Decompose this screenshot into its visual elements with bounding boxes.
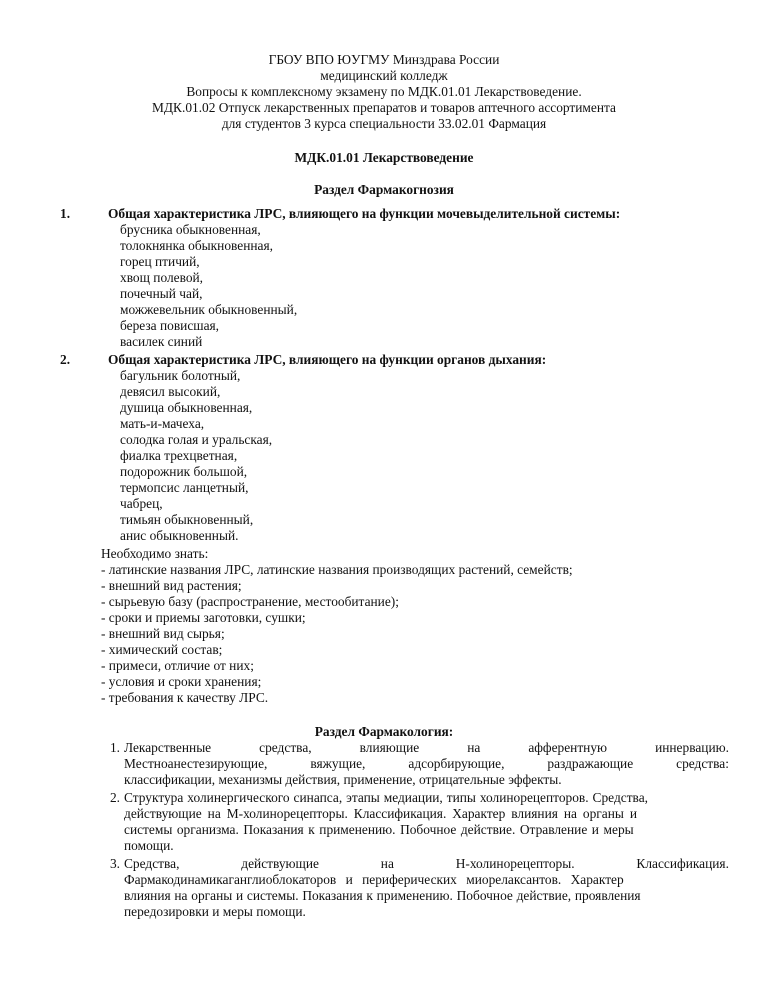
item-number: 2.: [109, 790, 120, 805]
item-number: 3.: [109, 856, 120, 871]
section-title-pharmacology: Раздел Фармакология:: [314, 724, 454, 739]
word: Н-холинорецепторы.: [455, 856, 575, 871]
list-item: анис обыкновенный.: [120, 528, 239, 543]
list-item: брусника обыкновенная,: [120, 222, 261, 237]
item-line: передозировки и меры помощи.: [124, 904, 306, 919]
list-item: солодка голая и уральская,: [120, 432, 273, 447]
module-title: МДК.01.01 Лекарствоведение: [294, 150, 474, 165]
question-number: 1.: [60, 206, 71, 221]
word: вяжущие,: [310, 756, 366, 771]
word: влияющие: [359, 740, 420, 755]
know-item: - сроки и приемы заготовки, сушки;: [101, 610, 306, 625]
list-item: почечный чай,: [120, 286, 203, 301]
item-line: [124, 856, 729, 872]
list-item: термопсис ланцетный,: [120, 480, 249, 495]
list-item: чабрец,: [120, 496, 163, 511]
know-item: - условия и сроки хранения;: [101, 674, 262, 689]
question-title: Общая характеристика ЛРС, влияющего на функции органов дыхания:: [108, 352, 547, 367]
header-line-2: медицинский колледж: [320, 68, 448, 83]
question-title: Общая характеристика ЛРС, влияющего на функции мочевыделительной системы:: [108, 206, 621, 221]
know-item: - внешний вид сырья;: [101, 626, 225, 641]
header-line-5: для студентов 3 курса специальности 33.02.01 Фармация: [221, 116, 547, 131]
list-item: тимьян обыкновенный,: [120, 512, 254, 527]
word: Классификация.: [636, 856, 729, 871]
item-line: Структура холинергического синапса, этапы медиации, типы холинорецепторов. Средства,: [124, 790, 648, 805]
know-item: - требования к качеству ЛРС.: [101, 690, 269, 705]
item-line: классификации, механизмы действия, применение, отрицательные эффекты.: [124, 772, 562, 787]
header-line-4: МДК.01.02 Отпуск лекарственных препаратов и товаров аптечного ассортимента: [152, 100, 616, 115]
list-item: мать-и-мачеха,: [120, 416, 205, 431]
know-item: - латинские названия ЛРС, латинские названия производящих растений, семейств;: [101, 562, 573, 577]
section-title-pharmacognosy: Раздел Фармакогнозия: [314, 182, 454, 197]
question-number: 2.: [60, 352, 71, 367]
list-item: девясил высокий,: [120, 384, 221, 399]
item-line: [124, 756, 729, 772]
item-line: влияния на органы и системы. Показания к применению. Побочное действие, проявления: [124, 888, 641, 903]
list-item: василек синий: [120, 334, 203, 349]
list-item: можжевельник обыкновенный,: [120, 302, 298, 317]
know-item: - химический состав;: [101, 642, 223, 657]
word: Средства,: [124, 856, 180, 871]
list-item: хвощ полевой,: [120, 270, 204, 285]
list-item: фиалка трехцветная,: [120, 448, 238, 463]
header-line-1: ГБОУ ВПО ЮУГМУ Минздрава России: [268, 52, 500, 67]
word: на: [467, 740, 481, 755]
item-line: Фармакодинамикаганглиоблокаторов и периферических миорелаксантов. Характер: [124, 872, 624, 887]
word: адсорбирующие,: [408, 756, 505, 771]
word: на: [380, 856, 394, 871]
item-line: системы организма. Показания к применению. Побочное действие. Отравление и меры: [124, 822, 634, 837]
list-item: горец птичий,: [120, 254, 200, 269]
list-item: душица обыкновенная,: [120, 400, 253, 415]
list-item: береза повисшая,: [120, 318, 220, 333]
word: средства,: [259, 740, 312, 755]
item-line: помощи.: [124, 838, 174, 853]
know-title: Необходимо знать:: [101, 546, 209, 561]
word: Лекарственные: [124, 740, 212, 755]
header-line-3: Вопросы к комплексному экзамену по МДК.01.01 Лекарствоведение.: [186, 84, 582, 99]
word: Местноанестезирующие,: [124, 756, 268, 771]
word: афферентную: [528, 740, 608, 755]
word: действующие: [241, 856, 319, 871]
word: раздражающие: [547, 756, 634, 771]
list-item: толокнянка обыкновенная,: [120, 238, 274, 253]
word: иннервацию.: [655, 740, 729, 755]
item-line: действующие на М-холинорецепторы. Классификация. Характер влияния на органы и: [124, 806, 638, 821]
know-item: - примеси, отличие от них;: [101, 658, 254, 673]
item-line: [124, 740, 729, 756]
know-item: - внешний вид растения;: [101, 578, 242, 593]
list-item: подорожник большой,: [120, 464, 248, 479]
word: средства:: [676, 756, 729, 771]
list-item: багульник болотный,: [120, 368, 241, 383]
item-number: 1.: [109, 740, 120, 755]
know-item: - сырьевую базу (распространение, местообитание);: [101, 594, 399, 609]
